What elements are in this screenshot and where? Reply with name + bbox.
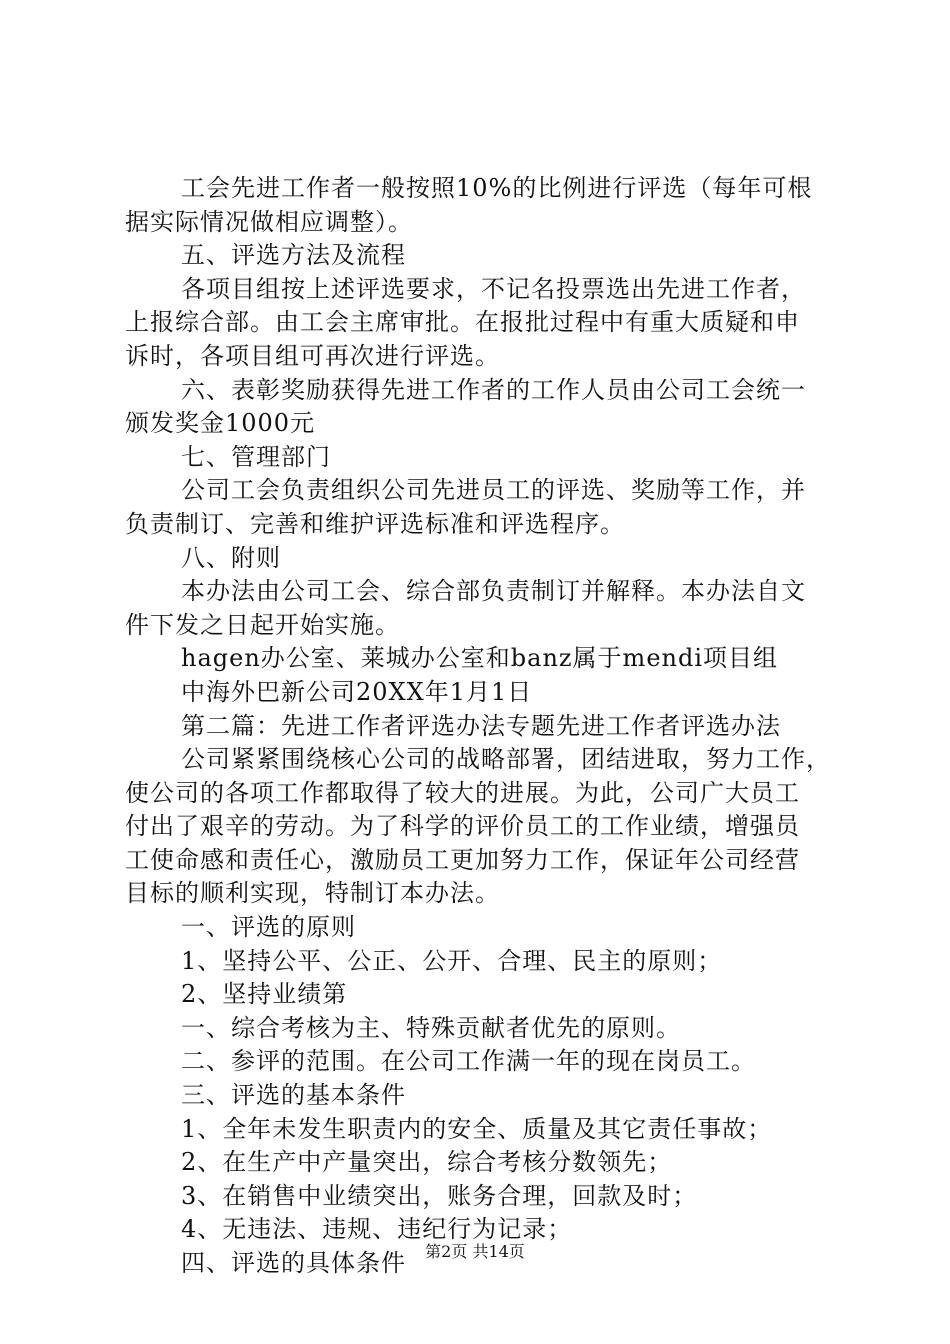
text-line: 件下发之日起开始实施。	[125, 610, 400, 639]
text-line: 1、全年未发生职责内的安全、质量及其它责任事故；	[181, 1114, 773, 1143]
text-line: 4、无违法、违规、违纪行为记录；	[181, 1215, 573, 1244]
page-footer: 第2页 共14页	[425, 1242, 525, 1261]
text-line: 公司紧紧围绕核心公司的战略部署，团结进取，努力工作，	[181, 745, 831, 774]
text-line: 1、坚持公平、公正、公开、合理、民主的原则；	[181, 946, 723, 975]
text-line: 八、附则	[181, 543, 281, 572]
text-line: 颁发奖金1000元	[125, 409, 316, 438]
text-line: 中海外巴新公司20XX年1月1日	[181, 677, 533, 706]
text-line: 一、评选的原则	[181, 913, 356, 942]
text-line: 2、坚持业绩第	[181, 980, 348, 1009]
text-line: 公司工会负责组织公司先进员工的评选、奖励等工作，并	[181, 476, 806, 505]
text-line: 诉时，各项目组可再次进行评选。	[125, 341, 500, 370]
text-line: 负责制订、完善和维护评选标准和评选程序。	[125, 509, 625, 538]
text-line: 七、管理部门	[181, 442, 331, 471]
text-line: hagen办公室、莱城办公室和banz属于mendi项目组	[181, 644, 779, 673]
text-line: 使公司的各项工作都取得了较大的进展。为此，公司广大员工	[125, 778, 800, 807]
text-line: 各项目组按上述评选要求，不记名投票选出先进工作者，	[181, 274, 806, 303]
text-line: 五、评选方法及流程	[181, 241, 406, 270]
text-line: 四、评选的具体条件	[181, 1249, 406, 1277]
text-line: 目标的顺利实现，特制订本办法。	[125, 879, 500, 908]
text-line: 上报综合部。由工会主席审批。在报批过程中有重大质疑和申	[125, 308, 800, 337]
text-line: 付出了艰辛的劳动。为了科学的评价员工的工作业绩，增强员	[125, 812, 800, 841]
text-line: 三、评选的基本条件	[181, 1081, 406, 1110]
text-line: 2、在生产中产量突出，综合考核分数领先；	[181, 1148, 673, 1177]
text-line: 工使命感和责任心，激励员工更加努力工作，保证年公司经营	[125, 845, 800, 874]
text-line: 本办法由公司工会、综合部负责制订并解释。本办法自文	[181, 577, 806, 606]
text-line: 3、在销售中业绩突出，账务合理，回款及时；	[181, 1181, 698, 1210]
text-line: 据实际情况做相应调整）。	[125, 207, 413, 236]
text-line: 工会先进工作者一般按照10%的比例进行评选（每年可根	[181, 174, 813, 202]
document-body	[125, 172, 845, 1281]
text-line: 六、表彰奖励获得先进工作者的工作人员由公司工会统一	[181, 375, 806, 404]
text-line: 一、综合考核为主、特殊贡献者优先的原则。	[181, 1013, 681, 1042]
text-line: 第二篇：先进工作者评选办法专题先进工作者评选办法	[181, 711, 781, 740]
text-line: 二、参评的范围。在公司工作满一年的现在岗员工。	[181, 1047, 756, 1076]
